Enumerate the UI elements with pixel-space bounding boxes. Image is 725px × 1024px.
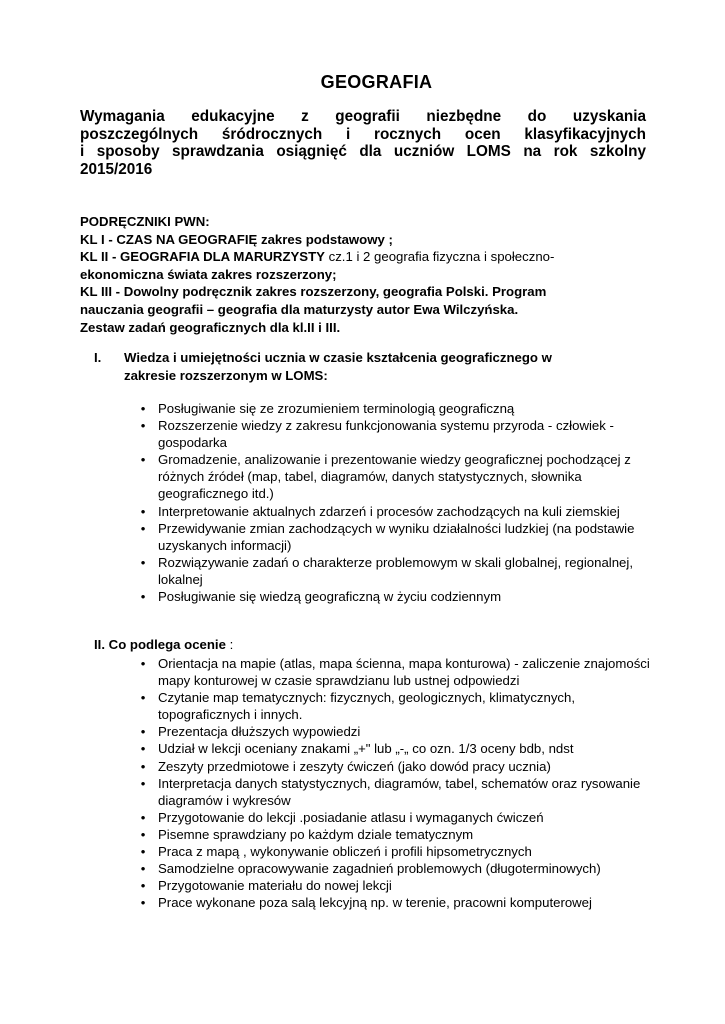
bullet-icon: • <box>140 452 146 468</box>
list-item-text: Zeszyty przedmiotowe i zeszyty ćwiczeń (jako dowód pracy ucznia) <box>158 758 551 774</box>
textbook-kl2-desc: cz.1 i 2 geografia fizyczna i społeczno- <box>324 249 555 265</box>
section-2-heading <box>94 636 233 654</box>
list-item <box>136 723 656 740</box>
subtitle-line: i sposoby sprawdzania osiągnięć dla uczniów LOMS na rok szkolny <box>80 143 646 160</box>
list-item <box>136 826 656 843</box>
bullet-icon: • <box>140 520 146 536</box>
bullet-icon: • <box>140 878 146 894</box>
list-item <box>136 860 656 877</box>
list-item <box>136 775 656 809</box>
subtitle-line: Wymagania edukacyjne z geografii niezbędne do uzyskania <box>80 108 646 125</box>
section-2-number: II. <box>94 637 105 652</box>
list-item <box>136 758 656 775</box>
section-1-heading <box>94 349 654 384</box>
list-item <box>136 554 646 588</box>
list-item-text: Prace wykonane poza salą lekcyjną np. w terenie, pracowni komputerowej <box>158 895 592 911</box>
list-item <box>136 588 646 605</box>
bullet-icon: • <box>140 826 146 842</box>
bullet-icon: • <box>140 775 146 791</box>
list-item-text: Gromadzenie, analizowanie i prezentowanie wiedzy geograficznej pochodzącej z różnych źródeł (map, tabel, diagramów, danych statystycznych, słownika geograficznego itd.) <box>158 452 631 502</box>
section-1-heading-line: zakresie rozszerzonym w LOMS: <box>124 367 328 383</box>
list-item-text: Udział w lekcji oceniany znakami „+" lub „-„ co ozn. 1/3 oceny bdb, ndst <box>158 741 574 757</box>
bullet-icon: • <box>140 418 146 434</box>
list-item-text: Przygotowanie do lekcji .posiadanie atlasu i wymaganych ćwiczeń <box>158 809 544 825</box>
list-item-text: Prezentacja dłuższych wypowiedzi <box>158 724 361 740</box>
bullet-icon: • <box>140 554 146 570</box>
subtitle-line: 2015/2016 <box>80 160 153 178</box>
list-item <box>136 655 656 689</box>
bullet-icon: • <box>140 401 146 416</box>
section-2-colon: : <box>225 637 234 652</box>
list-item-text: Posługiwanie się ze zrozumieniem terminologią geograficzną <box>158 401 515 416</box>
section-1-number: I. <box>94 350 102 365</box>
bullet-icon: • <box>140 758 146 774</box>
textbook-kl1 <box>80 231 646 249</box>
bullet-icon: • <box>140 724 146 740</box>
list-item <box>136 417 646 451</box>
textbook-kl2-cont: ekonomiczna świata zakres rozszerzony; <box>80 266 337 282</box>
textbook-kl3-tasks: Zestaw zadań geograficznych dla kl.II i III. <box>80 319 341 335</box>
list-item <box>136 689 656 723</box>
list-item-text: Rozwiązywanie zadań o charakterze problemowym w skali globalnej, regionalnej, lokalnej <box>158 554 633 587</box>
bullet-icon: • <box>140 861 146 877</box>
textbooks-section <box>80 213 646 336</box>
list-item <box>136 894 656 911</box>
list-item-text: Orientacja na mapie (atlas, mapa ścienna, mapa konturowa) - zaliczenie znajomości mapy konturowej w czasie sprawdzianu lub ustnej odpowiedzi <box>158 656 650 689</box>
textbook-kl3: KL III - Dowolny podręcznik zakres rozszerzony, geografia Polski. Program <box>80 284 547 300</box>
textbooks-heading: PODRĘCZNIKI PWN: <box>80 214 210 229</box>
textbook-kl2-title: KL II - GEOGRAFIA DLA MARURZYSTY <box>80 249 325 265</box>
list-item-text: Posługiwanie się wiedzą geograficzną w życiu codziennym <box>158 589 502 605</box>
list-item <box>136 451 646 502</box>
textbook-kl2 <box>80 248 646 266</box>
subtitle-line: poszczególnych śródrocznych i rocznych ocen klasyfikacyjnych <box>80 125 646 143</box>
list-item-text: Praca z mapą , wykonywanie obliczeń i profili hipsometrycznych <box>158 844 532 860</box>
list-item-text: Przewidywanie zmian zachodzących w wyniku działalności ludzkiej (na podstawie uzyskanych informacji) <box>158 520 635 553</box>
textbook-kl3-cont: nauczania geografii – geografia dla maturzysty autor Ewa Wilczyńska. <box>80 301 519 317</box>
list-item-text: Interpretacja danych statystycznych, diagramów, tabel, schematów oraz rysowanie diagramów i wykresów <box>158 775 641 808</box>
list-item <box>136 400 646 417</box>
list-item-text: Przygotowanie materiału do nowej lekcji <box>158 878 392 894</box>
list-item <box>136 520 646 554</box>
list-item-text: Samodzielne opracowywanie zagadnień problemowych (długoterminowych) <box>158 861 601 877</box>
list-item <box>136 740 656 757</box>
list-item <box>136 877 656 894</box>
list-item-text: Czytanie map tematycznych: fizycznych, geologicznych, klimatycznych, topograficznych i innych. <box>158 690 576 723</box>
section-2-list <box>136 655 656 911</box>
bullet-icon: • <box>140 895 146 911</box>
bullet-icon: • <box>140 589 146 605</box>
list-item-text: Pisemne sprawdziany po każdym dziale tematycznym <box>158 826 474 842</box>
list-item <box>136 503 646 520</box>
textbook-kl1-scope: zakres podstawowy ; <box>257 231 393 247</box>
section-1-list <box>136 400 646 605</box>
bullet-icon: • <box>140 741 146 757</box>
section-1-heading-line: Wiedza i umiejętności ucznia w czasie kształcenia geograficznego w <box>124 350 552 365</box>
list-item <box>136 843 656 860</box>
textbook-kl1-title: KL I - CZAS NA GEOGRAFIĘ <box>80 231 258 247</box>
page-title: GEOGRAFIA <box>320 72 433 92</box>
bullet-icon: • <box>140 844 146 860</box>
list-item <box>136 809 656 826</box>
bullet-icon: • <box>140 503 146 519</box>
document-subtitle <box>80 108 646 178</box>
list-item-text: Interpretowanie aktualnych zdarzeń i procesów zachodzących na kuli ziemskiej <box>158 503 620 519</box>
bullet-icon: • <box>140 809 146 825</box>
section-2-title: Co podlega ocenie <box>108 637 226 652</box>
list-item-text: Rozszerzenie wiedzy z zakresu funkcjonowania systemu przyroda - człowiek -gospodarka <box>158 418 614 451</box>
bullet-icon: • <box>140 656 146 671</box>
bullet-icon: • <box>140 690 146 706</box>
